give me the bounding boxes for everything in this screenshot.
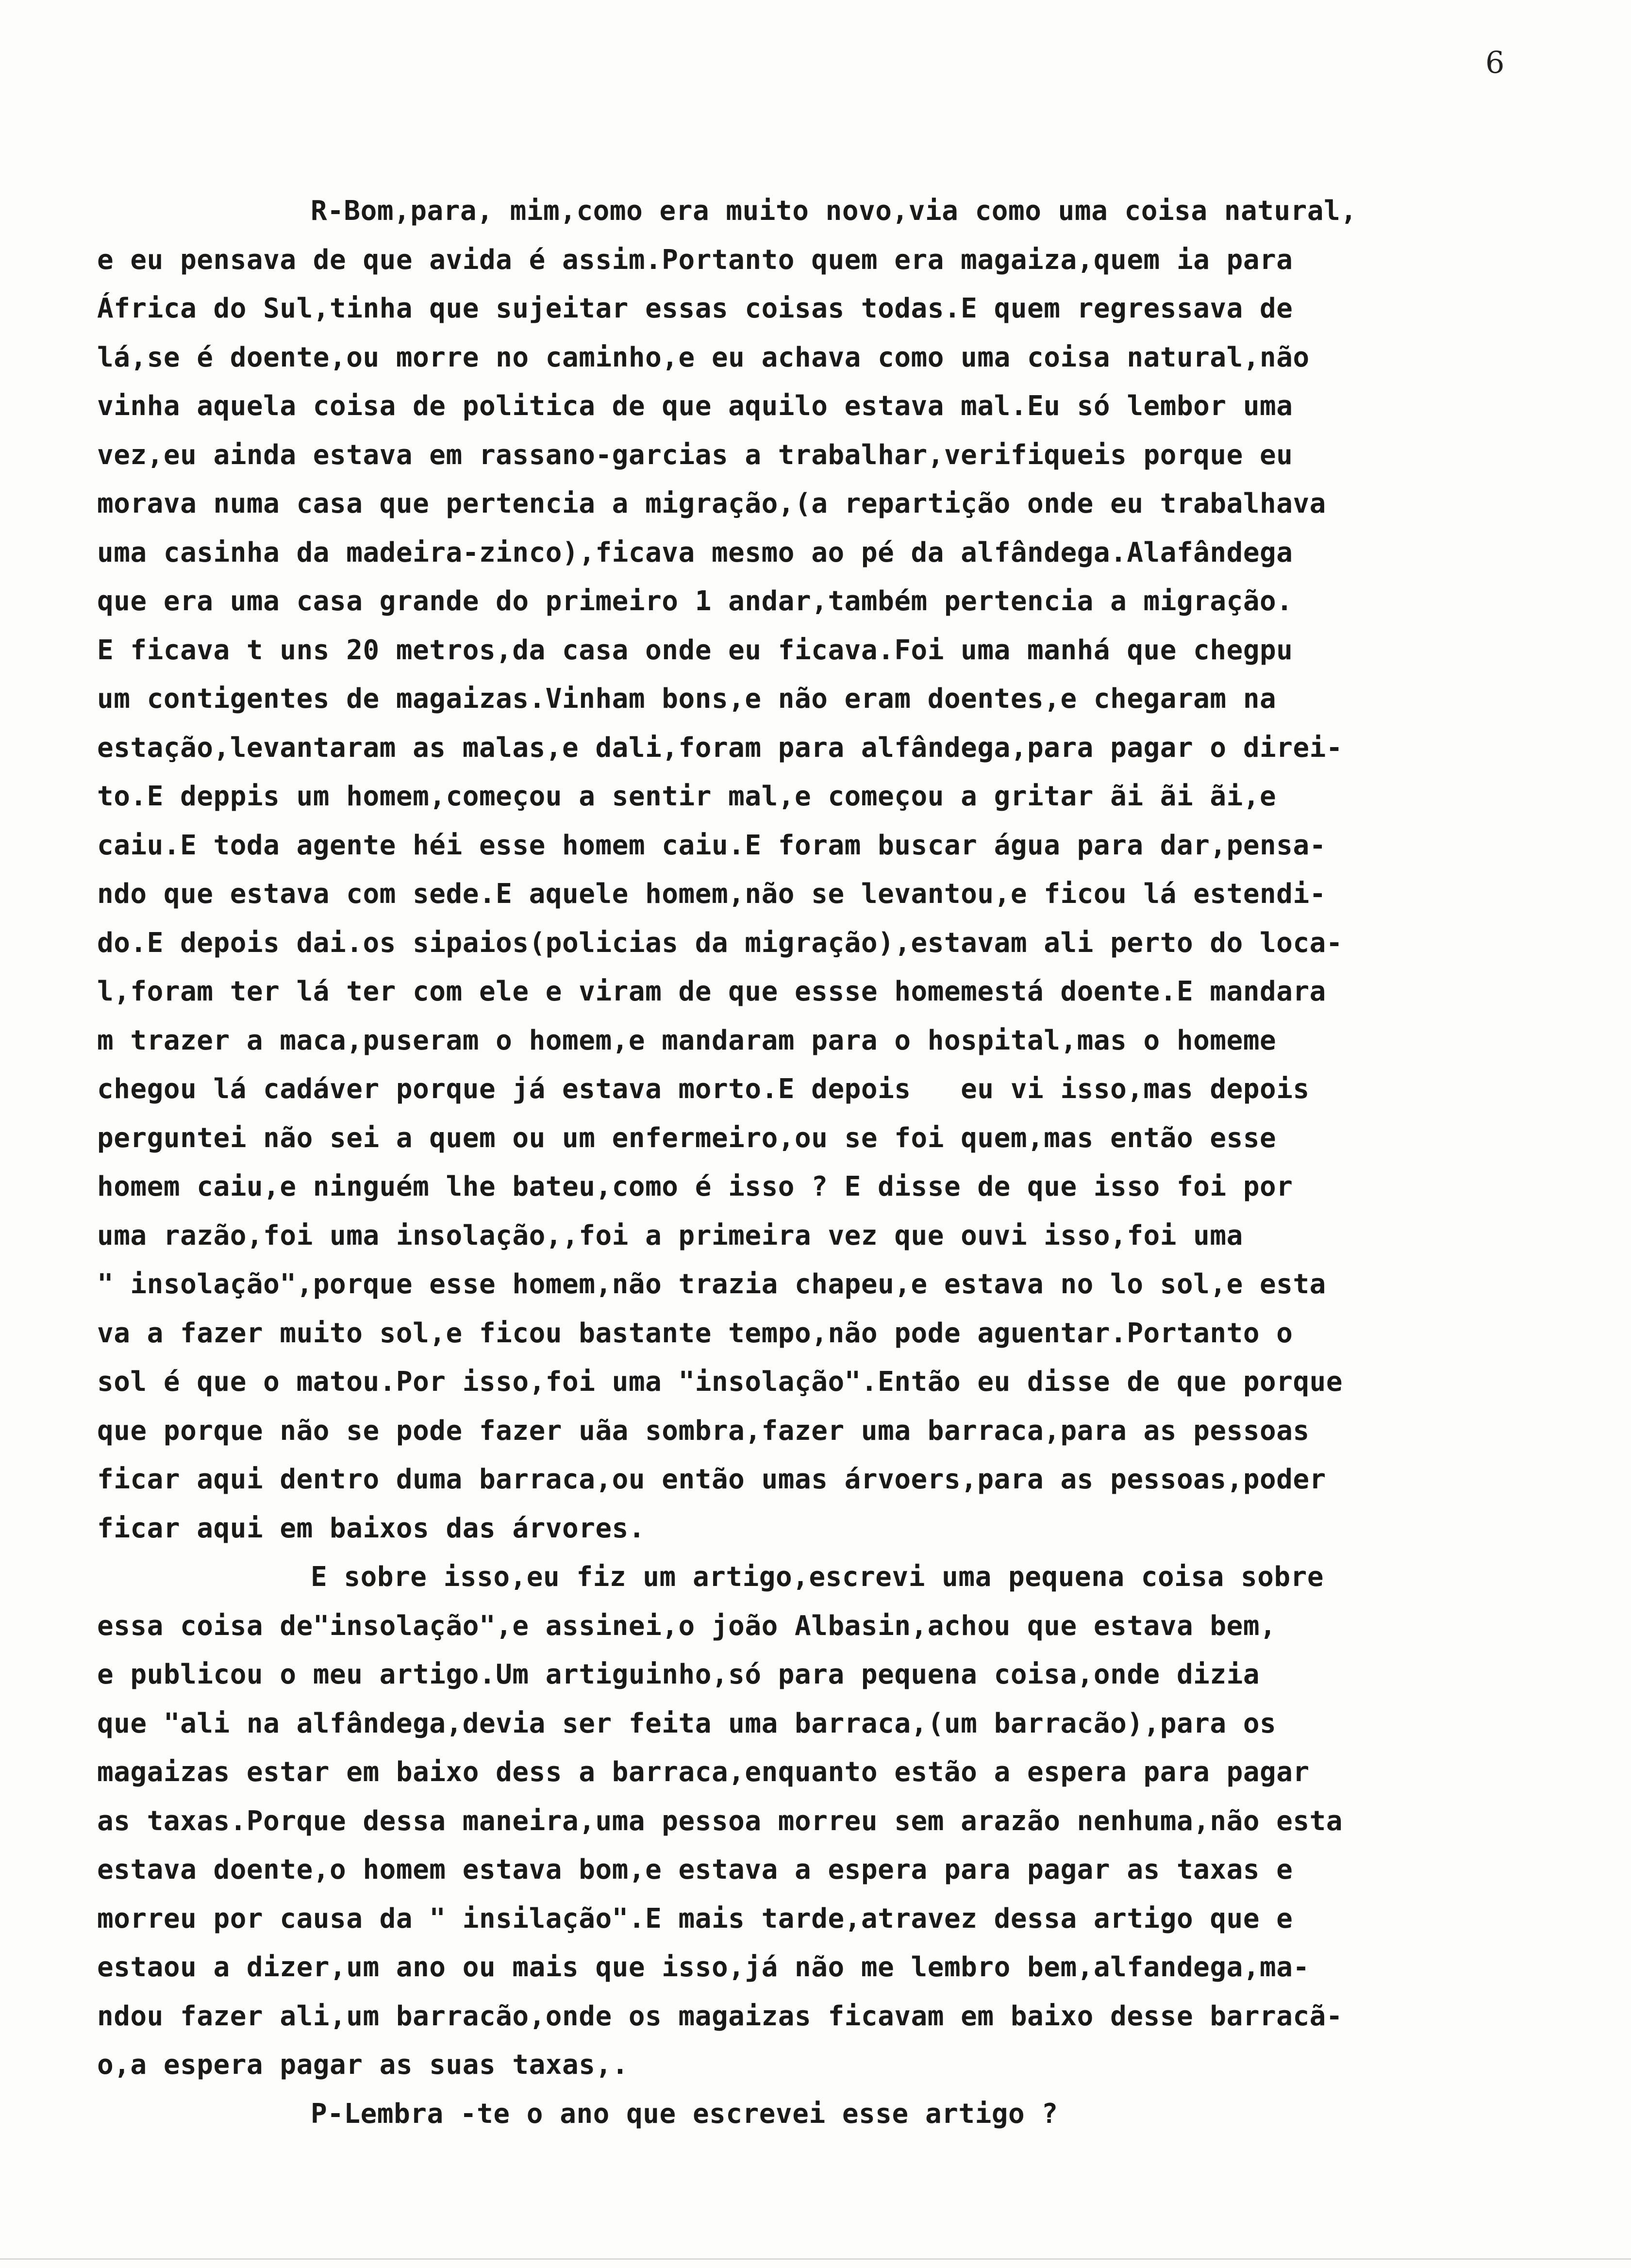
page-number: 6 [1485,45,1505,80]
text-line: e publicou o meu artigo.Um artiguinho,só para pequena coisa,onde dizia [97,1659,1260,1690]
text-line: que porque não se pode fazer uãa sombra,fazer uma barraca,para as pessoas [97,1415,1310,1447]
text-line: magaizas estar em baixo dess a barraca,enquanto estão a espera para pagar [97,1756,1310,1788]
text-line: vinha aquela coisa de politica de que aquilo estava mal.Eu só lembor uma [97,390,1293,422]
text-line: do.E depois dai.os sipaios(policias da migração),estavam ali perto do loca- [97,927,1343,959]
text-line: caiu.E toda agente héi esse homem caiu.E foram buscar água para dar,pensa- [97,829,1326,861]
text-line: " insolação",porque esse homem,não trazia chapeu,e estava no lo sol,e esta [97,1268,1326,1300]
text-line: ficar aqui em baixos das árvores. [97,1512,646,1544]
text-line: sol é que o matou.Por isso,foi uma "insolação".Então eu disse de que porque [97,1366,1343,1398]
text-line: as taxas.Porque dessa maneira,uma pessoa morreu sem arazão nenhuma,não esta [97,1805,1343,1837]
text-line: vez,eu ainda estava em rassano-garcias a trabalhar,verifiqueis porque eu [97,439,1293,471]
text-line: essa coisa de"insolação",e assinei,o joão Albasin,achou que estava bem, [97,1610,1277,1642]
text-line: ficar aqui dentro duma barraca,ou então umas árvoers,para as pessoas,poder [97,1464,1326,1495]
text-line: estaou a dizer,um ano ou mais que isso,já não me lembro bem,alfandega,ma- [97,1951,1310,1983]
text-line: va a fazer muito sol,e ficou bastante tempo,não pode aguentar.Portanto o [97,1317,1293,1349]
paragraph-first-line: E sobre isso,eu fiz um artigo,escrevi uma pequena coisa sobre [311,1561,1324,1593]
text-line: estação,levantaram as malas,e dali,foram para alfândega,para pagar o direi- [97,732,1343,764]
paragraph-first-line: R-Bom,para, mim,como era muito novo,via como uma coisa natural, [311,195,1357,227]
text-line: ndo que estava com sede.E aquele homem,não se levantou,e ficou lá estendi- [97,878,1326,910]
text-line: ndou fazer ali,um barracão,onde os magaizas ficavam em baixo desse barracã- [97,2000,1343,2032]
text-line: chegou lá cadáver porque já estava morto.E depois eu vi isso,mas depois [97,1073,1310,1105]
text-line: perguntei não sei a quem ou um enfermeiro,ou se foi quem,mas então esse [97,1122,1277,1154]
text-line: l,foram ter lá ter com ele e viram de que essse homemestá doente.E mandara [97,976,1326,1007]
transcript-body [97,187,1582,2138]
text-line: morava numa casa que pertencia a migração,(a repartição onde eu trabalhava [97,488,1326,519]
page-bottom-edge [0,2258,1631,2260]
text-line: África do Sul,tinha que sujeitar essas coisas todas.E quem regressava de [97,293,1293,324]
text-line: E ficava t uns 20 metros,da casa onde eu ficava.Foi uma manhá que chegpu [97,634,1293,666]
text-line: e eu pensava de que avida é assim.Portanto quem era magaiza,quem ia para [97,244,1293,276]
text-line: que "ali na alfândega,devia ser feita uma barraca,(um barracão),para os [97,1707,1277,1739]
text-line: to.E deppis um homem,começou a sentir mal,e começou a gritar ãi ãi ãi,e [97,781,1277,812]
text-line: uma razão,foi uma insolação,,foi a primeira vez que ouvi isso,foi uma [97,1219,1243,1251]
paragraph-first-line: P-Lembra -te o ano que escrevei esse artigo ? [311,2098,1058,2130]
text-line: estava doente,o homem estava bom,e estava a espera para pagar as taxas e [97,1854,1293,1885]
text-line: lá,se é doente,ou morre no caminho,e eu achava como uma coisa natural,não [97,341,1310,373]
text-line: morreu por causa da " insilação".E mais tarde,atravez dessa artigo que e [97,1902,1293,1934]
text-line: homem caiu,e ninguém lhe bateu,como é isso ? E disse de que isso foi por [97,1171,1293,1202]
text-line: que era uma casa grande do primeiro 1 andar,também pertencia a migração. [97,585,1293,617]
text-line: m trazer a maca,puseram o homem,e mandaram para o hospital,mas o homeme [97,1024,1277,1056]
text-line: o,a espera pagar as suas taxas,. [97,2049,629,2081]
text-line: um contigentes de magaizas.Vinham bons,e não eram doentes,e chegaram na [97,683,1277,715]
text-line: uma casinha da madeira-zinco),ficava mesmo ao pé da alfândega.Alafândega [97,536,1293,568]
